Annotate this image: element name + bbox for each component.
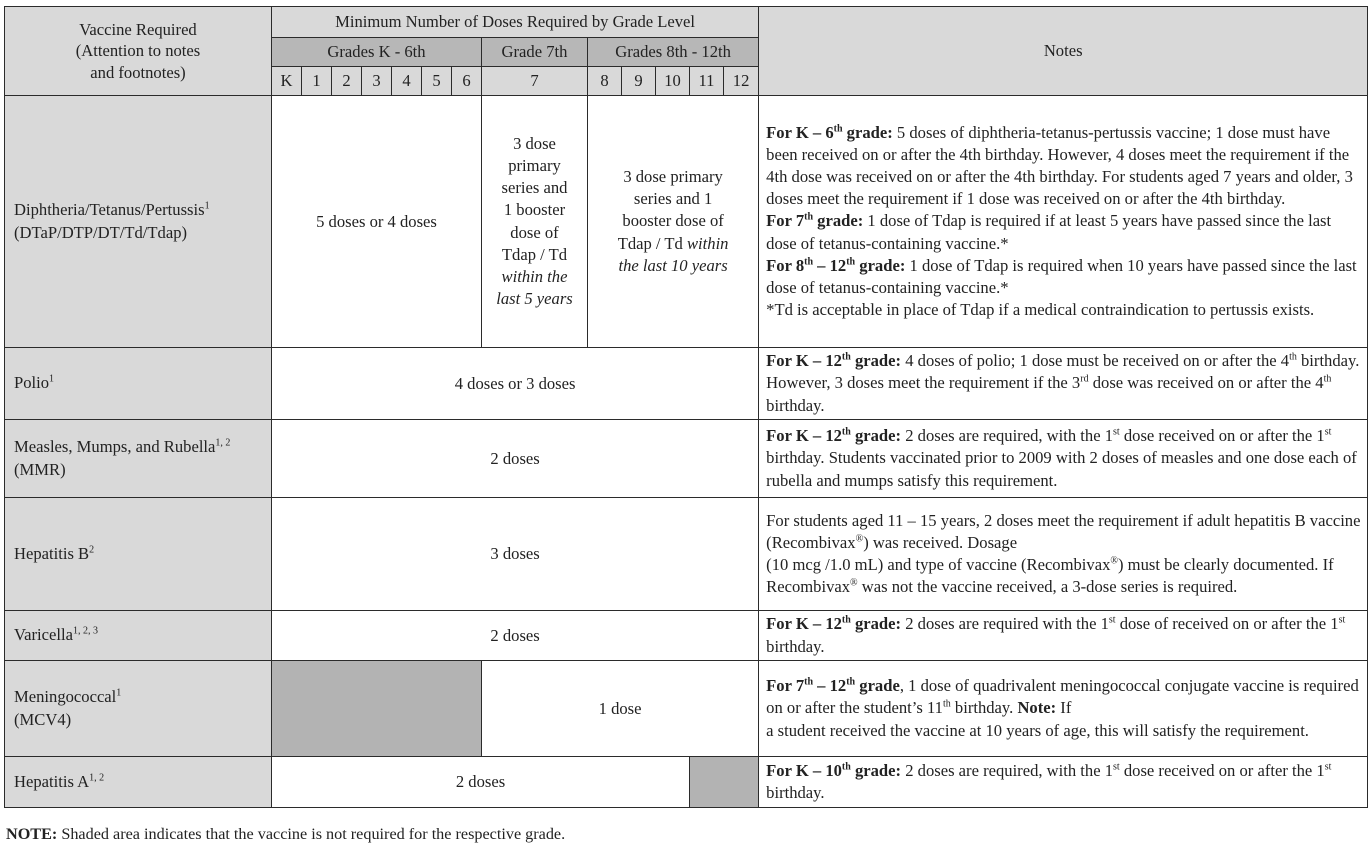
note-sup: rd (1080, 373, 1089, 385)
note-sup: th (804, 211, 814, 223)
note-bold: grade (855, 676, 900, 696)
not-required-shaded-cell (272, 661, 482, 757)
dtap-g812-line: series and 1 (633, 189, 713, 209)
registered-mark: ® (850, 577, 858, 589)
vaccine-name-polio (5, 348, 272, 420)
note-text: ) was received. Dosage (863, 532, 1018, 552)
vaccine-name-varicella (5, 611, 272, 661)
grade-1: 1 (302, 67, 332, 96)
note-bold: For K – 6 (766, 123, 834, 143)
grades-8-12-header: Grades 8th - 12th (588, 38, 759, 67)
grade-5: 5 (422, 67, 452, 96)
mmr-notes (759, 420, 1368, 498)
note-bold: Note: (1017, 698, 1057, 718)
vaccine-name-text: Measles, Mumps, and Rubella (14, 437, 216, 457)
note-bold: For 8 (766, 255, 805, 275)
footnote-ref: 1 (204, 200, 210, 212)
note-text: (10 mcg /1.0 mL) and type of vaccine (Recombivax (766, 555, 1111, 574)
note-text: 2 doses are required with the 1 (901, 614, 1109, 634)
dtap-g7-line: primary (508, 156, 561, 176)
table-row (5, 661, 1368, 757)
note-bold: grade: (855, 255, 906, 275)
footnote-ref: 1, 2 (89, 772, 105, 784)
meningococcal-notes (759, 661, 1368, 757)
footnote-ref: 1 (116, 687, 122, 699)
vaccine-name-text: Meningococcal (14, 687, 117, 707)
registered-mark: ® (855, 533, 864, 545)
note-bold: – 12 (813, 255, 847, 275)
meningococcal-doses: 1 dose (482, 661, 759, 757)
note-text: 1 dose of Tdap is required if at least 5 years have passed since the last dose of tetanus-containing vaccine.* (766, 211, 1332, 253)
footnote-ref: 1, 2, 3 (72, 625, 98, 637)
note-text: dose received on or after the 1 (1119, 426, 1325, 446)
grade-k: K (272, 67, 302, 96)
note-text: birthday. (950, 698, 1018, 718)
note-sup: th (1289, 351, 1297, 363)
polio-doses: 4 doses or 3 doses (272, 348, 759, 420)
grade-11: 11 (690, 67, 724, 96)
varicella-notes (759, 611, 1368, 661)
table-row (5, 498, 1368, 611)
grade-2: 2 (332, 67, 362, 96)
notes-header: Notes (759, 7, 1368, 96)
note-bold: grade: (813, 211, 864, 231)
table-row (5, 757, 1368, 808)
note-sup: st (1338, 614, 1346, 626)
note-sup: th (804, 256, 814, 268)
dtap-g7-doses (482, 96, 588, 348)
polio-notes (759, 348, 1368, 420)
dtap-g7-line: Tdap / Td (501, 244, 568, 264)
note-sup: th (833, 123, 843, 135)
grades-k-6-header: Grades K - 6th (272, 38, 482, 67)
grade-8: 8 (588, 67, 622, 96)
note-sup: th (846, 676, 856, 688)
dtap-g7-line: series and (501, 178, 568, 198)
note-bold: For K – 12 (766, 351, 842, 371)
note-bold: grade: (842, 123, 893, 143)
dtap-g7-line: last 5 years (496, 288, 573, 308)
note-sup: st (1324, 761, 1332, 773)
dtap-g7-line: within the (501, 266, 568, 286)
vaccine-requirements-table (4, 6, 1368, 808)
dtap-g812-doses (588, 96, 759, 348)
note-text: *Td is acceptable in place of Tdap if a medical contraindication to pertussis exists. (766, 299, 1315, 319)
dtap-g7-line: dose of (510, 222, 559, 242)
footnote-label: NOTE: (6, 825, 58, 843)
varicella-doses: 2 doses (272, 611, 759, 661)
attention-label: (Attention to notes (75, 41, 201, 61)
note-text: 5 doses of diphtheria-tetanus-pertussis vaccine; 1 dose must have been received on or after the 4th birthday. However, 4 doses meet the requirement if the 4th dose was received on or after the 4th birthday. For students aged 7 years and older, 3 doses meet the requirement if 1 dose was received on or after the 4th birthday. (766, 123, 1353, 209)
note-sup: st (1113, 426, 1120, 438)
note-sup: th (841, 761, 851, 773)
hepa-doses: 2 doses (272, 757, 690, 808)
dtap-g812-line: Tdap / Td (617, 233, 683, 253)
hepa-notes (759, 757, 1368, 808)
dtap-g7-line: 3 dose (513, 134, 556, 154)
vaccine-abbr: (MMR) (14, 459, 66, 479)
note-text: was not the vaccine received, a 3-dose series is required. (857, 577, 1238, 597)
vaccine-name-meningococcal (5, 661, 272, 757)
note-sup: st (1113, 761, 1120, 773)
note-bold: For 7 (766, 676, 805, 696)
vaccine-abbr: (MCV4) (14, 709, 72, 729)
note-bold: grade: (850, 426, 902, 446)
note-text: dose was received on or after the 4 (1088, 373, 1324, 393)
note-text: 2 doses are required, with the 1 (901, 426, 1114, 446)
note-text: If (1056, 698, 1072, 718)
footnote-ref: 1, 2 (215, 437, 231, 449)
vaccine-abbr: (DTaP/DTP/DT/Td/Tdap) (14, 222, 188, 242)
note-text: birthday. Students vaccinated prior to 2009 with 2 doses of measles and one dose each of rubella and mumps satisfy this requirement. (766, 448, 1357, 490)
footnote-ref: 2 (89, 544, 95, 556)
footnote-text: Shaded area indicates that the vaccine is not required for the respective grade. (57, 825, 566, 843)
vaccine-required-header (5, 7, 272, 96)
note-bold: grade: (850, 614, 902, 634)
note-sup: st (1324, 426, 1332, 438)
note-text: birthday. However, 3 doses meet the requirement if the 3 (766, 351, 1360, 393)
note-bold: For K – 12 (766, 426, 842, 446)
table-row (5, 420, 1368, 498)
note-text: 1 dose of Tdap is required when 10 years have passed since the last dose of tetanus-containing vaccine.* (766, 255, 1357, 297)
shaded-area-footnote (6, 825, 565, 844)
vaccine-name-text: Hepatitis A (14, 771, 90, 791)
dtap-g812-line: 3 dose primary (623, 167, 723, 187)
note-text: 2 doses are required, with the 1 (901, 760, 1114, 780)
grade-6: 6 (452, 67, 482, 96)
note-bold: – 12 (813, 676, 847, 696)
table-row (5, 611, 1368, 661)
vaccine-name-hepb (5, 498, 272, 611)
vaccine-name-mmr (5, 420, 272, 498)
dtap-k6-doses: 5 doses or 4 doses (272, 96, 482, 348)
vaccine-name-text: Hepatitis B (14, 543, 90, 563)
note-text: a student received the vaccine at 10 years of age, this will satisfy the requirement. (766, 720, 1309, 740)
note-text: dose of received on or after the 1 (1115, 614, 1339, 634)
dtap-g812-line: booster dose of (622, 211, 724, 231)
note-bold: grade: (850, 351, 902, 371)
vaccine-name-text: Varicella (14, 625, 73, 645)
note-sup: th (846, 256, 856, 268)
table-row (5, 348, 1368, 420)
note-text: birthday. (766, 636, 825, 656)
note-sup: th (841, 426, 851, 438)
note-bold: For K – 12 (766, 614, 842, 634)
dtap-g812-line: within (686, 233, 729, 253)
grade-3: 3 (362, 67, 392, 96)
note-text: , 1 dose of quadrivalent meningococcal conjugate vaccine is required on or after the student’s 11 (766, 676, 1359, 718)
note-text: For students aged 11 – 15 years, 2 doses meet the requirement if adult hepatitis B vaccine (Recombivax (766, 510, 1361, 552)
hepb-notes (759, 498, 1368, 611)
grade-7-header: Grade 7th (482, 38, 588, 67)
grade-10: 10 (656, 67, 690, 96)
note-text: dose received on or after the 1 (1119, 760, 1325, 780)
note-sup: th (1323, 373, 1332, 385)
note-sup: th (804, 676, 814, 688)
vaccine-name-dtap (5, 96, 272, 348)
note-bold: For K – 10 (766, 760, 842, 780)
min-doses-header: Minimum Number of Doses Required by Grade Level (272, 7, 759, 38)
note-bold: For 7 (766, 211, 805, 231)
note-sup: th (942, 698, 951, 710)
table-row (5, 96, 1368, 348)
grade-4: 4 (392, 67, 422, 96)
vaccine-name-hepa (5, 757, 272, 808)
dtap-g812-line: the last 10 years (618, 255, 728, 275)
note-sup: st (1108, 614, 1116, 626)
dtap-notes (759, 96, 1368, 348)
registered-mark: ® (1110, 555, 1118, 567)
footnotes-label: and footnotes) (90, 62, 186, 82)
not-required-shaded-cell (690, 757, 759, 808)
note-text: ) must be clearly documented. If Recombivax (766, 555, 1334, 597)
note-sup: th (841, 351, 851, 363)
note-text: birthday. (766, 395, 825, 415)
vaccine-name-text: Polio (14, 373, 50, 393)
grade-12: 12 (724, 67, 759, 96)
grade-7: 7 (482, 67, 588, 96)
vaccine-required-label: Vaccine Required (79, 19, 197, 39)
mmr-doses: 2 doses (272, 420, 759, 498)
note-text: birthday. (766, 783, 825, 802)
hepb-doses: 3 doses (272, 498, 759, 611)
note-sup: th (841, 614, 851, 626)
footnote-ref: 1 (49, 373, 55, 385)
grade-9: 9 (622, 67, 656, 96)
note-text: 4 doses of polio; 1 dose must be received on or after the 4 (901, 351, 1290, 371)
note-bold: grade: (850, 760, 902, 780)
vaccine-name-text: Diphtheria/Tetanus/Pertussis (14, 200, 205, 220)
dtap-g7-line: 1 booster (503, 200, 566, 220)
